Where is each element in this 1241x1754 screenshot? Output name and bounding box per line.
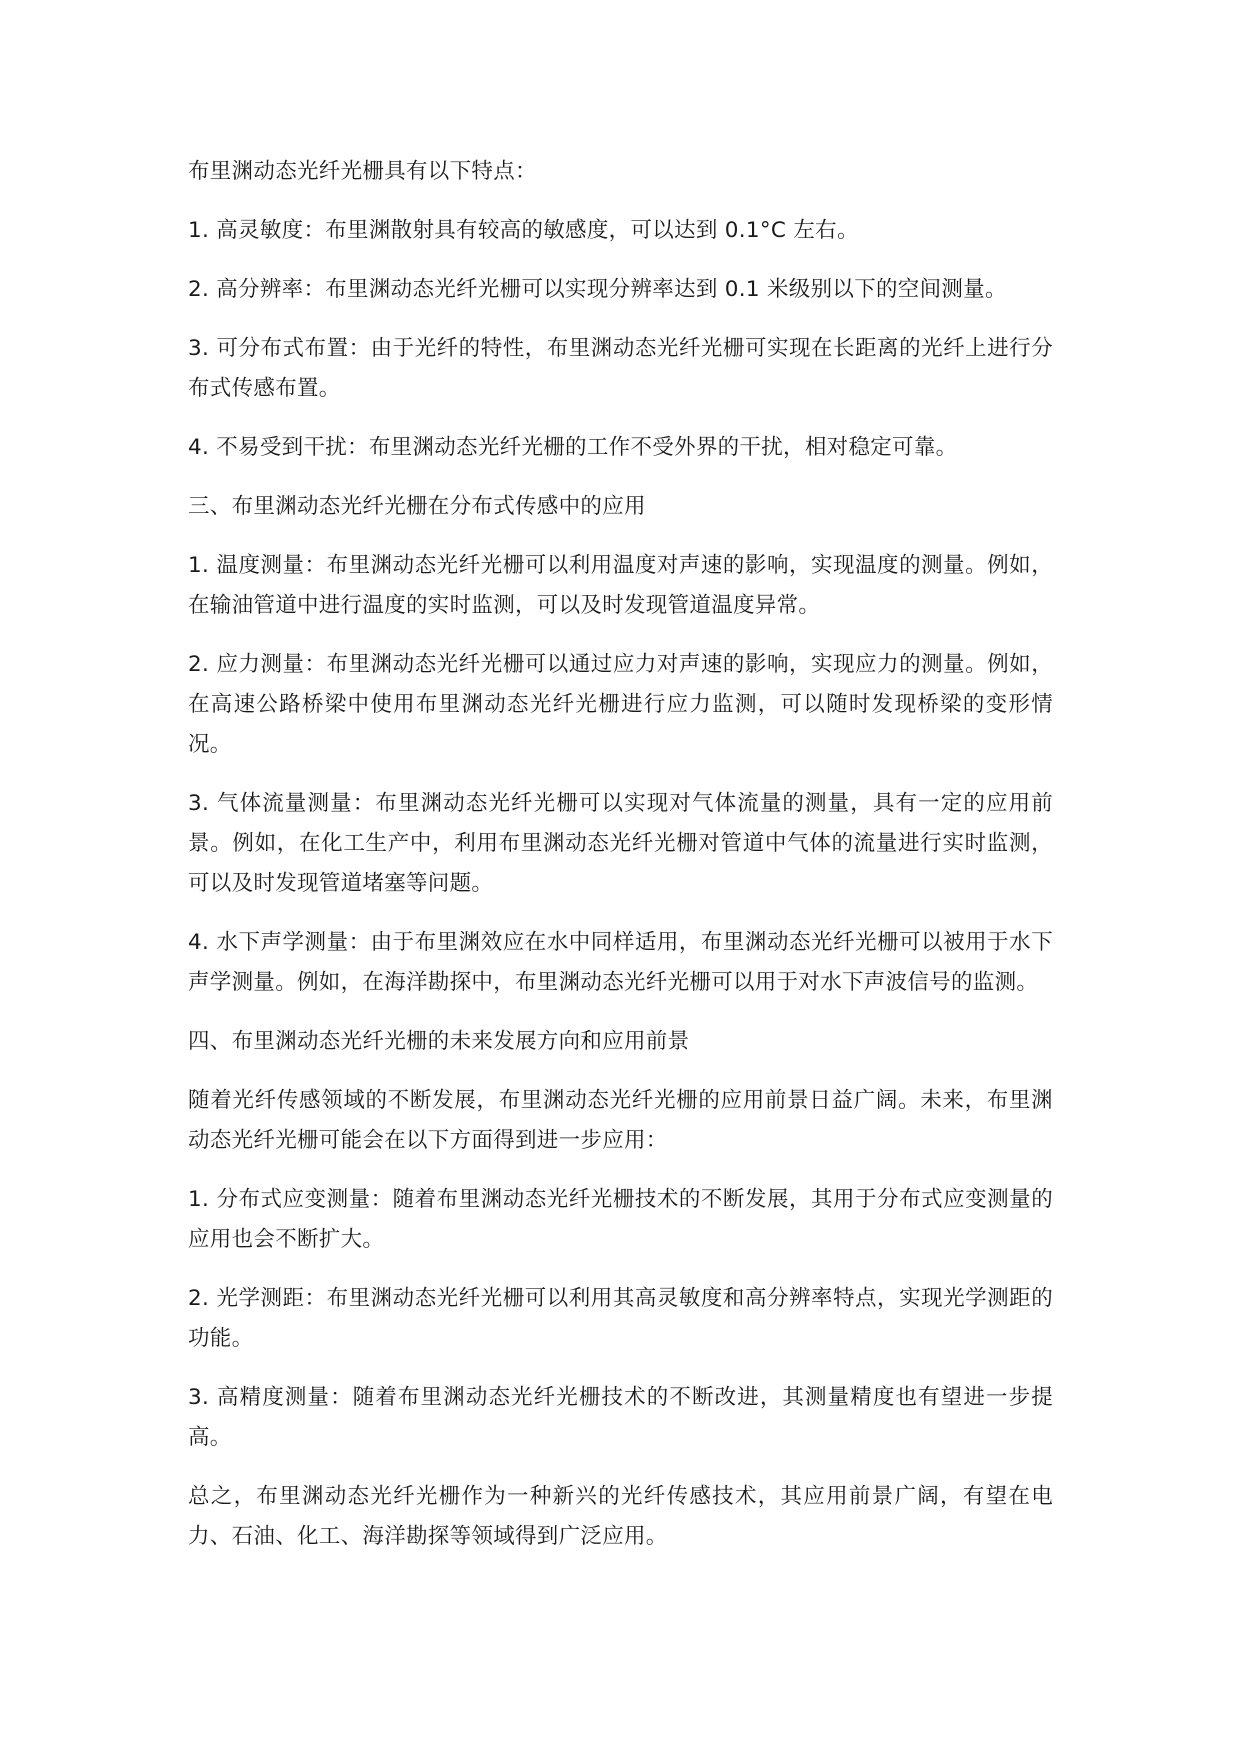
application-stress: 2. 应力测量：布里渊动态光纤光栅可以通过应力对声速的影响，实现应力的测量。例如，在高速公路桥梁中使用布里渊动态光纤光栅进行应力监测，可以随时发现桥梁的变形情况。 <box>188 652 1053 757</box>
feature-resolution: 2. 高分辨率：布里渊动态光纤光栅可以实现分辨率达到 0.1 米级别以下的空间测量。 <box>188 277 1007 302</box>
application-gas-flow: 3. 气体流量测量：布里渊动态光纤光栅可以实现对气体流量的测量，具有一定的应用前景。例如，在化工生产中，利用布里渊动态光纤光栅对管道中气体的流量进行实时监测，可以及时发现管道堵塞等问题。 <box>188 791 1053 896</box>
document-page <box>188 152 1053 1576</box>
feature-interference: 4. 不易受到干扰：布里渊动态光纤光栅的工作不受外界的干扰，相对稳定可靠。 <box>188 435 958 460</box>
future-ranging: 2. 光学测距：布里渊动态光纤光栅可以利用其高灵敏度和高分辨率特点，实现光学测距的功能。 <box>188 1286 1053 1351</box>
conclusion: 总之，布里渊动态光纤光栅作为一种新兴的光纤传感技术，其应用前景广阔，有望在电力、石油、化工、海洋勘探等领域得到广泛应用。 <box>188 1484 1053 1549</box>
future-precision: 3. 高精度测量：随着布里渊动态光纤光栅技术的不断改进，其测量精度也有望进一步提高。 <box>188 1385 1053 1450</box>
future-intro: 随着光纤传感领域的不断发展，布里渊动态光纤光栅的应用前景日益广阔。未来，布里渊动态光纤光栅可能会在以下方面得到进一步应用： <box>188 1088 1053 1153</box>
future-strain: 1. 分布式应变测量：随着布里渊动态光纤光栅技术的不断发展，其用于分布式应变测量的应用也会不断扩大。 <box>188 1187 1053 1252</box>
feature-distributed: 3. 可分布式布置：由于光纤的特性，布里渊动态光纤光栅可实现在长距离的光纤上进行分布式传感布置。 <box>188 336 1053 401</box>
application-underwater-acoustics: 4. 水下声学测量：由于布里渊效应在水中同样适用，布里渊动态光纤光栅可以被用于水下声学测量。例如，在海洋勘探中，布里渊动态光纤光栅可以用于对水下声波信号的监测。 <box>188 930 1053 995</box>
application-temperature: 1. 温度测量：布里渊动态光纤光栅可以利用温度对声速的影响，实现温度的测量。例如，在输油管道中进行温度的实时监测，可以及时发现管道温度异常。 <box>188 553 1053 618</box>
features-intro: 布里渊动态光纤光栅具有以下特点： <box>188 159 537 184</box>
section-heading-future: 四、布里渊动态光纤光栅的未来发展方向和应用前景 <box>188 1029 690 1054</box>
feature-sensitivity: 1. 高灵敏度：布里渊散射具有较高的敏感度，可以达到 0.1°C 左右。 <box>188 218 859 243</box>
section-heading-applications: 三、布里渊动态光纤光栅在分布式传感中的应用 <box>188 494 646 519</box>
